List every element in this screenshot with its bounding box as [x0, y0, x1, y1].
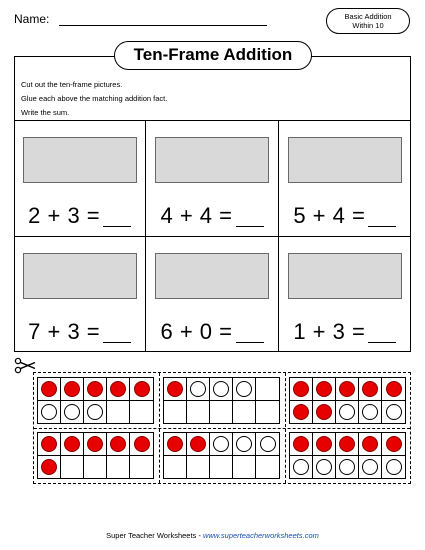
answer-blank[interactable]	[236, 207, 264, 227]
ten-frame-cell	[233, 401, 256, 424]
ten-frame-cell	[84, 456, 107, 479]
ten-frame-cell	[187, 378, 210, 401]
ten-frame-cell	[61, 401, 84, 424]
ten-frame-cell	[233, 456, 256, 479]
ten-frame-cell	[210, 378, 233, 401]
equation-text: 5 + 4 =	[293, 203, 366, 228]
equation-text: 6 + 0 =	[160, 318, 233, 344]
empty-dot	[260, 436, 276, 452]
ten-frame-cell	[187, 433, 210, 456]
empty-dot	[386, 459, 402, 475]
equation	[14, 203, 145, 229]
counter-dot	[293, 436, 309, 452]
answer-blank[interactable]	[236, 323, 264, 343]
empty-dot	[362, 404, 378, 420]
counter-dot	[87, 436, 103, 452]
empty-dot	[213, 436, 229, 452]
ten-frame-cell	[382, 456, 405, 479]
ten-frame-cell	[164, 401, 187, 424]
equation	[146, 203, 277, 229]
ten-frame-cell	[210, 456, 233, 479]
ten-frame-cell	[61, 456, 84, 479]
ten-frame-cell	[290, 456, 313, 479]
instruction-3: Write the sum.	[21, 108, 70, 117]
ten-frame-cell	[130, 433, 153, 456]
empty-dot	[87, 404, 103, 420]
answer-blank[interactable]	[368, 207, 396, 227]
name-label: Name:	[14, 12, 50, 26]
ten-frame-cell	[164, 378, 187, 401]
ten-frame-cell	[210, 401, 233, 424]
equation	[279, 319, 411, 345]
counter-dot	[134, 381, 150, 397]
ten-frame[interactable]	[163, 432, 280, 479]
ten-frame-cell	[210, 433, 233, 456]
ten-frame-cell	[290, 433, 313, 456]
ten-frame-cell	[382, 401, 405, 424]
ten-frame-cell	[130, 378, 153, 401]
page-title: Ten-Frame Addition	[114, 41, 312, 70]
ten-frame-cell	[336, 456, 359, 479]
equation	[146, 319, 277, 345]
ten-frame-cell	[290, 378, 313, 401]
counter-dot	[339, 381, 355, 397]
answer-blank[interactable]	[368, 323, 396, 343]
ten-frame-cell	[336, 378, 359, 401]
footer-brand: Super Teacher Worksheets -	[106, 531, 203, 540]
ten-frame[interactable]	[289, 432, 406, 479]
empty-dot	[213, 381, 229, 397]
ten-frame-cell	[130, 456, 153, 479]
ten-frame-cell	[256, 401, 279, 424]
ten-frame-cell	[256, 456, 279, 479]
problem-cell	[146, 121, 278, 237]
counter-dot	[110, 436, 126, 452]
empty-dot	[339, 404, 355, 420]
ten-frame-cell	[38, 433, 61, 456]
glue-area[interactable]	[23, 137, 137, 183]
problem-cell	[14, 237, 146, 353]
problem-cell	[146, 237, 278, 353]
counter-dot	[362, 381, 378, 397]
name-row	[14, 12, 267, 26]
empty-dot	[316, 459, 332, 475]
counter-dot	[316, 381, 332, 397]
cutout-area	[33, 372, 411, 484]
cut-line	[34, 428, 410, 429]
counter-dot	[167, 381, 183, 397]
ten-frame-cell	[290, 401, 313, 424]
ten-frame[interactable]	[37, 377, 154, 424]
ten-frame-cell	[84, 378, 107, 401]
ten-frame-cell	[336, 433, 359, 456]
topic-badge	[326, 8, 410, 34]
equation	[14, 319, 145, 345]
ten-frame[interactable]	[37, 432, 154, 479]
empty-dot	[339, 459, 355, 475]
ten-frame-cell	[84, 401, 107, 424]
empty-dot	[236, 381, 252, 397]
ten-frame-cell	[313, 401, 336, 424]
ten-frame-cell	[359, 401, 382, 424]
empty-dot	[236, 436, 252, 452]
counter-dot	[167, 436, 183, 452]
problem-grid	[14, 120, 411, 352]
footer-link[interactable]: www.superteacherworksheets.com	[202, 531, 319, 540]
cut-line	[285, 373, 286, 483]
ten-frame-cell	[233, 433, 256, 456]
counter-dot	[64, 436, 80, 452]
empty-dot	[293, 459, 309, 475]
counter-dot	[293, 381, 309, 397]
topic-line-2: Within 10	[352, 21, 384, 30]
glue-area[interactable]	[288, 137, 402, 183]
glue-area[interactable]	[288, 253, 402, 299]
glue-area[interactable]	[23, 253, 137, 299]
ten-frame-cell	[359, 378, 382, 401]
counter-dot	[64, 381, 80, 397]
ten-frame-cell	[313, 433, 336, 456]
counter-dot	[110, 381, 126, 397]
counter-dot	[386, 436, 402, 452]
ten-frame-cell	[187, 401, 210, 424]
ten-frame-cell	[38, 378, 61, 401]
ten-frame-cell	[256, 433, 279, 456]
problem-cell	[279, 237, 411, 353]
instruction-2: Glue each above the matching addition fact.	[21, 94, 168, 103]
ten-frame-cell	[107, 433, 130, 456]
empty-dot	[64, 404, 80, 420]
equation-text: 1 + 3 =	[293, 318, 366, 344]
tenframe-grid	[34, 373, 412, 485]
ten-frame-cell	[107, 378, 130, 401]
ten-frame-cell	[359, 456, 382, 479]
counter-dot	[41, 436, 57, 452]
footer	[0, 531, 425, 540]
instructions	[21, 78, 167, 120]
ten-frame-cell	[164, 456, 187, 479]
ten-frame[interactable]	[163, 377, 280, 424]
ten-frame-cell	[107, 401, 130, 424]
ten-frame-cell	[38, 456, 61, 479]
counter-dot	[41, 459, 57, 475]
empty-dot	[386, 404, 402, 420]
equation-text: 7 + 3 =	[28, 318, 101, 344]
counter-dot	[293, 404, 309, 420]
counter-dot	[87, 381, 103, 397]
glue-area[interactable]	[155, 253, 269, 299]
answer-blank[interactable]	[103, 323, 131, 343]
empty-dot	[362, 459, 378, 475]
ten-frame-cell	[359, 433, 382, 456]
instruction-1: Cut out the ten-frame pictures.	[21, 80, 123, 89]
ten-frame-cell	[382, 433, 405, 456]
counter-dot	[190, 436, 206, 452]
ten-frame-cell	[256, 378, 279, 401]
name-field[interactable]	[59, 12, 267, 26]
empty-dot	[190, 381, 206, 397]
cut-line	[159, 373, 160, 483]
counter-dot	[134, 436, 150, 452]
ten-frame-cell	[313, 378, 336, 401]
answer-blank[interactable]	[103, 207, 131, 227]
counter-dot	[362, 436, 378, 452]
ten-frame-cell	[84, 433, 107, 456]
ten-frame-cell	[164, 433, 187, 456]
equation-text: 2 + 3 =	[28, 203, 101, 228]
equation	[279, 203, 411, 229]
topic-line-1: Basic Addition	[344, 12, 392, 21]
ten-frame-cell	[233, 378, 256, 401]
ten-frame-cell	[130, 401, 153, 424]
empty-dot	[41, 404, 57, 420]
equation-text: 4 + 4 =	[160, 203, 233, 228]
counter-dot	[316, 436, 332, 452]
counter-dot	[41, 381, 57, 397]
ten-frame-cell	[336, 401, 359, 424]
ten-frame-cell	[61, 378, 84, 401]
ten-frame-cell	[382, 378, 405, 401]
ten-frame-cell	[38, 401, 61, 424]
ten-frame-cell	[107, 456, 130, 479]
ten-frame[interactable]	[289, 377, 406, 424]
problem-cell	[14, 121, 146, 237]
counter-dot	[386, 381, 402, 397]
ten-frame-cell	[61, 433, 84, 456]
glue-area[interactable]	[155, 137, 269, 183]
counter-dot	[339, 436, 355, 452]
ten-frame-cell	[187, 456, 210, 479]
counter-dot	[316, 404, 332, 420]
ten-frame-cell	[313, 456, 336, 479]
problem-cell	[279, 121, 411, 237]
